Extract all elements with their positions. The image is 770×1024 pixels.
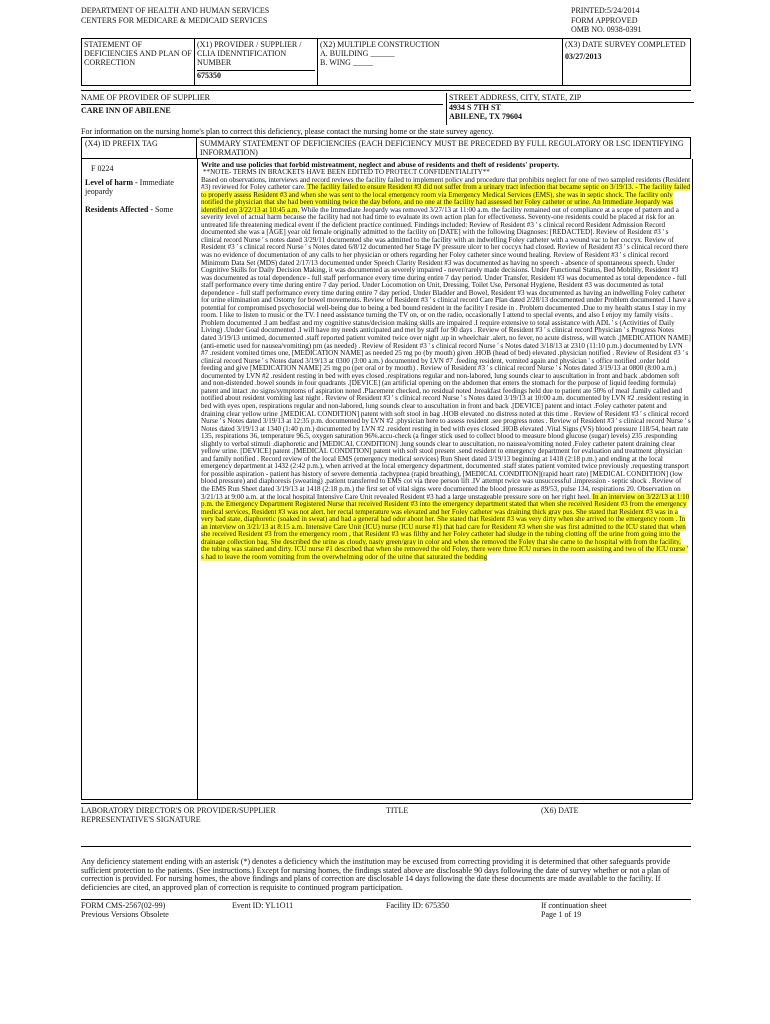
affected-value: Some xyxy=(154,205,174,214)
x3-value: 03/27/2013 xyxy=(565,52,602,61)
continuation-sheet: If continuation sheet xyxy=(541,901,607,910)
affected-label: Residents Affected - xyxy=(85,205,155,214)
x2-cell xyxy=(318,39,563,86)
provider-name-block xyxy=(81,93,443,115)
x4-label: (X4) ID PREFIX TAG xyxy=(85,139,158,148)
director-signature-label: LABORATORY DIRECTOR'S OR PROVIDER/SUPPLIER REPRESENTATIVE'S SIGNATURE xyxy=(81,806,276,824)
confidentiality-note: **NOTE- TERMS IN BRACKETS HAVE BEEN EDITED TO PROTECT CONFIDENTIALITY** xyxy=(203,168,490,176)
x1-cell xyxy=(195,39,318,86)
deficiency-title: Write and use policies that forbid mistreatment, neglect and abuse of residents and theft of residents' property. xyxy=(201,160,560,169)
findings-part-2: While the Immediate Jeopardy was removed 3/27/13 at 11:00 a.m. the facility remained out of compliance at a scope of pattern and a severity level of actual harm because the facility had not had time to evaluate its own action plan for effectiveness. Seventy-one residents could be placed at risk for an untreated life threatening medical event if the deficient practice continued. Findings included: Review of Resident #3 ' s clinical record Resident Admission Record documented she was a [AGE] year old female originally admitted to the facility on [DATE] with the following Diagnoses: [REDACTED]. Review of Resident #3 ' s clinical record Nurse ' s notes dated 3/29/11 documented she was admitted to the facility with an indwelling Foley catheter with a wound vac to her coccyx. Review of Resident #3 ' s clinical record Nurse ' s Notes dated 6/8/12 documented her Stage IV pressure ulcer to her coccyx had closed. Review of Resident #3 ' s clinical record there was no evidence of documentation of any calls to her physician or others regarding her Foley catheter since wound healing. Review of Resident #3 ' s clinical record Minimum Data Set (MDS) dated 2/17/13 documented under Speech Clarity Resident #3 was documented as having no speech - absence of spontaneous speech. Under Cognitive Skills for Daily Decision Making, it was documented as severely impaired - never/rarely made decisions. Under Functional Status, Bed Mobility, Resident #3 was documented as total dependence - full staff performance every time during entire 7 day period. Under Transfer, Resident #3 was documented as total dependence - full staff performance every time during entire 7 day period. Under Locomotion on Unit, Dressing, Toilet Use, Personal Hygiene, Resident #3 was documented as total dependence - full staff performance every time during entire 7 day period. Under Bladder and Bowel, Resident #3 was documented as having an indwelling Foley catheter for urine elimination and Ostomy for bowel movements. Review of Resident #3 ' s clinical record Care Plan dated 2/28/13 documented under Problem documented .I have a potential for compromised psychosocial well-being due to being a bed bound resident in the facility I reside in . Problem documented .Due to my health status I stay in my room. I like to listen to music or the TV. I need assistance turning the TV on, or on the radio, occasionally I attend to special events, and also I enjoy my family visits . Problem documented .I am bedfast and my cognitive status/decision making skills are impaired .I require extensive to total assistance with ADL ' s (Activities of Daily Living) .Under Goal documented .I will have my needs anticipated and met by staff for 90 days . Review of Resident #3 ' s clinical record Physician ' s Progress Notes dated 3/19/13 untimed, documented .staff reported patient vomited twice over night .up in wheelchair .alert, no fever, no acute distress, will watch .[MEDICATION NAME] (anti-emetic used for nausea/vomiting) prn (as needed) . Review of Resident #3 ' s clinical record Nurse ' s Notes dated 3/18/13 at 2310 (11:10 p.m.) documented by LVN #7 .resident vomited times one, [MEDICATION NAME] as needed 25 mg po (by mouth) given .HOB (head of bed) elevated .physician notified . Review of Resident #3 ' s clinical record Nurse ' s Notes dated 3/19/13 at 0300 (3:00 a.m.) documented by LVN #7 .feeding resident, vomited again and physician ' s office notified .order hold feeding and give [MEDICATION NAME] 25 mg po (per oral or by mouth) . Review of Resident #3 ' s clinical record Nurse ' s Notes dated 3/19/13 at 0800 (8:00 a.m.) documented by LVN #2 .resident resting in bed with eyes closed .respirations regular and non-labored, lung sounds clear to auscultation in front and back .abdomen soft and non-distended .bowel sounds in four quadrants .[DEVICE] (an artificial opening on the abdomen that enters the stomach for the purpose of liquid feeding formula) patent and intact .no signs/symptoms of aspiration noted .Placement checked, no residual noted .breakfast feedings held due to patient ate 50% of meal .family called and notified about resident vomiting last night . Review of Resident #3 ' s clinical record Nurse ' s Notes dated 3/19/13 at 10:00 a.m. documented by LVN #2 .resident resting in bed with eyes open, respirations regular and non-labored, lung sounds clear to auscultation in front and back .[DEVICE] patent and intact .Foley catheter patent and draining clear yellow urine .[MEDICAL CONDITION] patent with soft stool in bag .HOB elevated .no distress noted at this time . Review of Resident #3 ' s clinical record Nurse ' s Notes dated 3/19/13 at 12:35 p.m. documented by LVN #2 .physician here to assess resident .see progress notes . Review of Resident #3 ' s clinical record Nurse ' s Notes dated 3/19/13 at 1340 (1:40 p.m.) documented by LVN #2 .resident resting in bed with eyes closed .HOB elevated .Vital Signs (VS) blood pressure 118/54, heart rate 135, respirations 36, temperature 96.5, oxygen saturation 96%.accu-check (a finger stick used to collect blood to measure blood glucose (sugar) levels) 235 .responding slightly to verbal stimuli .diaphoretic and [MEDICAL CONDITION] .lung sounds clear to auscultation, no nausea/vomiting noted .Foley catheter patent draining clear yellow urine. [DEVICE] patent .[MEDICAL CONDITION] patent with soft stool present .send resident to emergency department for evaluation and treatment .physician and family notified . Record review of the local EMS (emergency medical services) Run Sheet dated 3/19/13 beginning at 1418 (2:18 p.m.) and ending at the local emergency department at 1432 (2:42 p.m.), when arrived at the local emergency department, documented .staff states patient vomited twice previously .requesting transport for possible aspiration - patient has history of severe dementia .tachypnea (rapid breathing), [MEDICAL CONDITION](rapid heart rate) [MEDICAL CONDITION] (low blood pressure) and diaphoresis (sweating) .patient transferred to EMS cot via three person lift .IV attempt twice was unsuccessful .impression - septic shock . Review of the EMS Run Sheet dated 3/19/13 at 1418 (2:18 p.m.) the first set of vital signs were documented the blood pressure as 89/53, pulse 134, respirations 20. Observation on 3/21/13 at 9:00 a.m. at the local hospital Intensive Care Unit revealed Resident #3 had a large unstageable pressure sore on her right heel. xyxy=(201,205,691,501)
info-line: For information on the nursing home's plan to correct this deficiency, please contact the nursing home or the state survey agency. xyxy=(81,127,494,136)
dept-line-2: CENTERS FOR MEDICARE & MEDICAID SERVICES xyxy=(81,15,268,25)
form-id-block xyxy=(81,901,169,919)
provider-name: CARE INN OF ABILENE xyxy=(81,104,443,115)
summary-header xyxy=(197,138,691,159)
address-label: STREET ADDRESS, CITY, STATE, ZIP xyxy=(449,93,582,102)
agency-header xyxy=(81,6,269,25)
form-footer xyxy=(81,899,691,919)
statement-cell xyxy=(82,39,195,86)
deficiency-tag: F 0224 xyxy=(91,164,114,173)
deficiency-narrative xyxy=(201,161,691,561)
address-line-1: 4934 S 7TH ST xyxy=(449,102,694,112)
column-divider xyxy=(197,159,198,799)
form-approval-header xyxy=(571,6,691,35)
title-label: TITLE xyxy=(386,806,409,815)
findings-part-1: Based on observations, interviews and record reviews the facility failed to implement policy and procedure that prohibits neglect for one of two sampled residents (Resident #3) reviewed for Foley catheter care. xyxy=(201,175,691,192)
x1-value: 675350 xyxy=(197,70,315,80)
dept-line-1: DEPARTMENT OF HEALTH AND HUMAN SERVICES xyxy=(81,6,270,15)
printed-date: PRINTED:5/24/2014 xyxy=(571,6,640,15)
deficiency-body xyxy=(81,159,693,800)
event-id: Event ID: YL1O11 xyxy=(232,901,294,910)
signature-section xyxy=(81,803,691,847)
disclaimer: Any deficiency statement ending with an asterisk (*) denotes a deficiency which the institution may be excused from correcting providing it is determined that other safeguards provide sufficient protection to the patients. (See instructions.) Except for nursing homes, the findings stated above are disclosable 90 days following the date of survey whether or not a plan of correction is provided. For nursing homes, the above findings and plans of correction are disclosable 14 days following the date these documents are made available to the facility. If deficiencies are cited, an approved plan of correction is requisite to continued program participation. xyxy=(81,857,671,892)
harm-value: Immediate jeopardy xyxy=(85,178,174,196)
form-approved: FORM APPROVED xyxy=(571,15,638,25)
page-number: Page 1 of 19 xyxy=(541,910,582,919)
omb-number: OMB NO. 0938-0391 xyxy=(571,25,642,34)
statement-label: STATEMENT OF DEFICIENCIES AND PLAN OF CORRECTION xyxy=(84,40,192,67)
date-label: (X6) DATE xyxy=(541,806,579,815)
x1-label: (X1) PROVIDER / SUPPLIER / CLIA IDENNTIFICATION NUMBER xyxy=(197,40,302,67)
summary-label: SUMMARY STATEMENT OF DEFICIENCIES (EACH DEFICIENCY MUST BE PRECEDED BY FULL REGULATORY OR LSC IDENTIFYING INFORMATION) xyxy=(200,139,684,157)
column-header-table xyxy=(81,137,691,159)
x2-building: A. BUILDING ______ xyxy=(320,49,395,58)
findings-highlight-1: The facility failed to ensure Resident #3 did not suffer from a urinary tract infection that became septic on 3/19/13. - The facility failed to properly assess Resident #3 and when she was sent to the local emergency room via Emergency Medical Services (EMS), she was in septic shock. The facility only notified the physician that she had been vomiting twice the day before, and no one at the facility had assessed her Foley catheter or urine. An Immediate Jeopardy was identified on 3/22/13 at 10:45 a.m. xyxy=(201,183,691,214)
findings-highlight-2: In an interview on 3/22/13 at 1:10 p.m. the Emergency Department Registered Nurse that received Resident #3 into the emergency department stated that when she received Resident #3 from the emergency medical services, Resident #3 was not alert, her rectal temperature was elevated and her Foley catheter was draining thick gray pus. She stated that Resident #3 was in a very bad state, diaphoretic (soaked in sweat) and had a general bad odor about her. She stated that Resident #3 was very dirty when she arrived to the emergency room . In an interview on 3/21/13 at 8:15 a.m. Intensive Care Unit (ICU) nurse (ICU nurse #1) that had care for Resident #3 when she was first admitted to the ICU stated that when she received Resident #3 from the emergency room , that Resident #3 was filthy and her Foley catheter had sludge in the tubing clotting off the urine from going into the drainage collection bag. She described the urine as cloudy, nasty green/gray in color and when she removed the Foley that she came to the hospital with from the facility, the tubing was stained and dirty. ICU nurse #1 described that when she removed the old Foley, there were three ICU nurses in the room assisting and two of the ICU nurse ' s had to leave the room vomiting from the overwhelming odor of the urine that saturated the bedding xyxy=(201,492,690,561)
x3-label: (X3) DATE SURVEY COMPLETED xyxy=(565,40,686,49)
form-id: FORM CMS-2567(02-99) xyxy=(81,901,166,910)
x4-header xyxy=(82,138,197,159)
provider-address-block xyxy=(446,93,694,125)
facility-id: Facility ID: 675350 xyxy=(386,901,450,910)
findings-text xyxy=(201,177,691,562)
x3-cell xyxy=(563,39,691,86)
tag-column xyxy=(85,161,195,214)
identification-table xyxy=(81,38,691,86)
x2-label: (X2) MULTIPLE CONSTRUCTION xyxy=(320,40,440,49)
harm-label: Level of harm - xyxy=(85,178,140,187)
provider-name-label: NAME OF PROVIDER OF SUPPLIER xyxy=(81,93,210,102)
address-line-2: ABILENE, TX 79604 xyxy=(449,112,522,121)
previous-versions: Previous Versions Obsolete xyxy=(81,910,169,919)
continuation-block xyxy=(541,901,607,919)
x2-wing: B. WING _____ xyxy=(320,58,373,67)
provider-section xyxy=(81,90,691,125)
